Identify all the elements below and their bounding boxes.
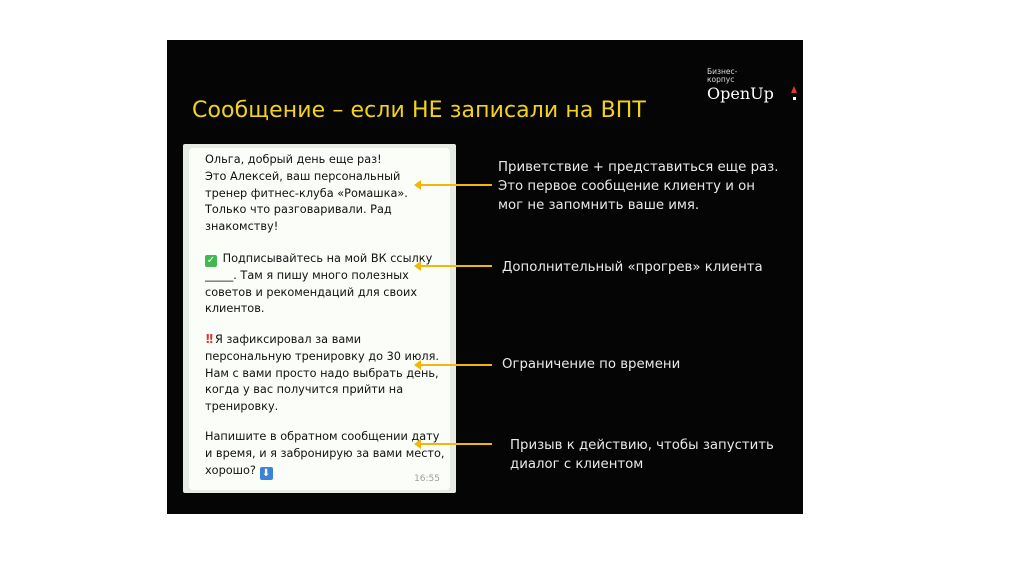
annotation-warmup: Дополнительный «прогрев» клиента — [502, 260, 763, 275]
slide-title: Сообщение – если НЕ записали на ВПТ — [192, 98, 646, 123]
message-greeting: Ольга, добрый день еще раз! Это Алексей, ваш персональный тренер фитнес-клуба «Ромашка». Только что разговаривали. Рад знакомству! — [205, 153, 408, 234]
annotation-arrow-4 — [420, 443, 492, 445]
message-deadline-text: Я зафиксировал за вами персональную тренировку до 30 июля. Нам с вами просто надо выбрать день, когда у вас получится прийти на тренировку. — [205, 333, 439, 414]
annotation-arrow-2 — [420, 265, 492, 267]
logo-subtitle: Бизнес-корпус — [707, 67, 738, 84]
annotation-arrow-3 — [420, 364, 492, 366]
double-exclamation-emoji-icon: !! — [205, 332, 212, 346]
message-vk-invite-text: Подписывайтесь на мой ВК ссылку _____. Там я пишу много полезных советов и рекомендаций для своих клиентов. — [205, 252, 433, 316]
annotation-time-limit: Ограничение по времени — [502, 357, 681, 372]
down-arrow-emoji-icon: ⬇ — [260, 467, 273, 480]
check-mark-emoji-icon: ✓ — [206, 255, 216, 266]
message-bubble — [189, 148, 450, 490]
message-deadline — [205, 331, 445, 416]
annotation-call-to-action: Призыв к действию, чтобы запустить диалог с клиентом — [510, 438, 774, 472]
logo-dot-icon — [793, 97, 796, 100]
message-vk-invite — [205, 251, 445, 318]
presentation-slide — [167, 40, 803, 514]
openup-logo — [707, 68, 774, 103]
logo-arrow-icon — [791, 86, 797, 93]
annotation-arrow-1 — [420, 184, 492, 186]
message-timestamp: 16:55 — [414, 474, 440, 484]
logo-name: OpenUp — [707, 84, 774, 103]
message-call-to-action-text: Напишите в обратном сообщении дату и время, и я забронирую за вами место, хорошо? — [205, 430, 445, 477]
annotation-greeting: Приветствие + представиться еще раз. Это первое сообщение клиенту и он мог не запомнить ваше имя. — [498, 160, 779, 213]
message-call-to-action — [205, 429, 445, 480]
